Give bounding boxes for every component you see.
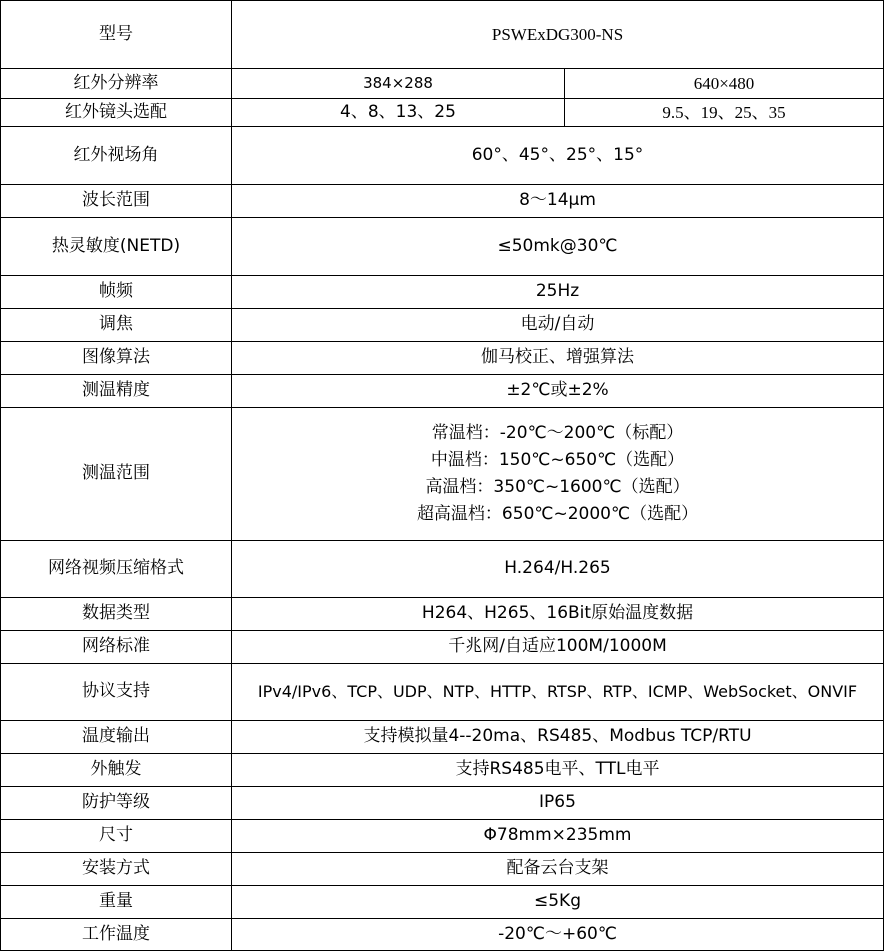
label-temp-range: 测温范围 xyxy=(1,408,232,541)
label-protection: 防护等级 xyxy=(1,787,232,820)
row-frame-rate xyxy=(1,276,884,309)
row-wavelength xyxy=(1,185,884,218)
value-mounting: 配备云台支架 xyxy=(232,853,884,886)
label-size: 尺寸 xyxy=(1,820,232,853)
row-protocol xyxy=(1,664,884,721)
label-video-format: 网络视频压缩格式 xyxy=(1,541,232,598)
value-temp-range xyxy=(232,408,884,541)
row-lens xyxy=(1,99,884,127)
temp-range-line: 常温档：-20℃～200℃（标配） xyxy=(431,423,684,443)
value-protection: IP65 xyxy=(232,787,884,820)
row-work-temp xyxy=(1,919,884,951)
value-trigger: 支持RS485电平、TTL电平 xyxy=(232,754,884,787)
label-focus: 调焦 xyxy=(1,309,232,342)
label-work-temp: 工作温度 xyxy=(1,919,232,951)
temp-range-line: 中温档：150℃~650℃（选配） xyxy=(430,450,685,470)
row-network xyxy=(1,631,884,664)
value-focus: 电动/自动 xyxy=(232,309,884,342)
label-model: 型号 xyxy=(1,1,232,69)
row-algorithm xyxy=(1,342,884,375)
value-model: PSWExDG300-NS xyxy=(232,1,884,69)
row-temp-output xyxy=(1,721,884,754)
label-data-type: 数据类型 xyxy=(1,598,232,631)
label-trigger: 外触发 xyxy=(1,754,232,787)
value-video-format: H.264/H.265 xyxy=(232,541,884,598)
row-focus xyxy=(1,309,884,342)
value-algorithm: 伽马校正、增强算法 xyxy=(232,342,884,375)
value-network: 千兆网/自适应100M/1000M xyxy=(232,631,884,664)
label-weight: 重量 xyxy=(1,886,232,919)
row-trigger xyxy=(1,754,884,787)
row-data-type xyxy=(1,598,884,631)
row-weight xyxy=(1,886,884,919)
label-lens: 红外镜头选配 xyxy=(1,99,232,127)
value-lens-a: 4、8、13、25 xyxy=(232,99,565,127)
temp-range-line: 高温档：350℃~1600℃（选配） xyxy=(425,477,690,497)
value-weight: ≤5Kg xyxy=(232,886,884,919)
row-protection xyxy=(1,787,884,820)
value-fov: 60°、45°、25°、15° xyxy=(232,127,884,185)
value-temp-output: 支持模拟量4--20ma、RS485、Modbus TCP/RTU xyxy=(232,721,884,754)
value-netd: ≤50mk@30℃ xyxy=(232,218,884,276)
label-algorithm: 图像算法 xyxy=(1,342,232,375)
value-resolution-a: 384×288 xyxy=(232,69,565,99)
label-network: 网络标准 xyxy=(1,631,232,664)
row-temp-range xyxy=(1,408,884,541)
value-size: Φ78mm×235mm xyxy=(232,820,884,853)
row-netd xyxy=(1,218,884,276)
label-netd: 热灵敏度(NETD) xyxy=(1,218,232,276)
value-resolution-b: 640×480 xyxy=(565,69,884,99)
value-wavelength: 8～14μm xyxy=(232,185,884,218)
label-accuracy: 测温精度 xyxy=(1,375,232,408)
row-size xyxy=(1,820,884,853)
value-lens-b: 9.5、19、25、35 xyxy=(565,99,884,127)
value-protocol: IPv4/IPv6、TCP、UDP、NTP、HTTP、RTSP、RTP、ICMP、WebSocket、ONVIF xyxy=(232,664,884,721)
row-fov xyxy=(1,127,884,185)
row-accuracy xyxy=(1,375,884,408)
label-mounting: 安装方式 xyxy=(1,853,232,886)
value-data-type: H264、H265、16Bit原始温度数据 xyxy=(232,598,884,631)
label-fov: 红外视场角 xyxy=(1,127,232,185)
row-mounting xyxy=(1,853,884,886)
value-accuracy: ±2℃或±2% xyxy=(232,375,884,408)
row-video-format xyxy=(1,541,884,598)
row-model xyxy=(1,1,884,69)
label-resolution: 红外分辨率 xyxy=(1,69,232,99)
label-frame-rate: 帧频 xyxy=(1,276,232,309)
value-frame-rate: 25Hz xyxy=(232,276,884,309)
row-resolution xyxy=(1,69,884,99)
label-protocol: 协议支持 xyxy=(1,664,232,721)
label-wavelength: 波长范围 xyxy=(1,185,232,218)
label-temp-output: 温度输出 xyxy=(1,721,232,754)
temp-range-line: 超高温档：650℃~2000℃（选配） xyxy=(416,504,699,524)
value-work-temp: -20℃～+60℃ xyxy=(232,919,884,951)
